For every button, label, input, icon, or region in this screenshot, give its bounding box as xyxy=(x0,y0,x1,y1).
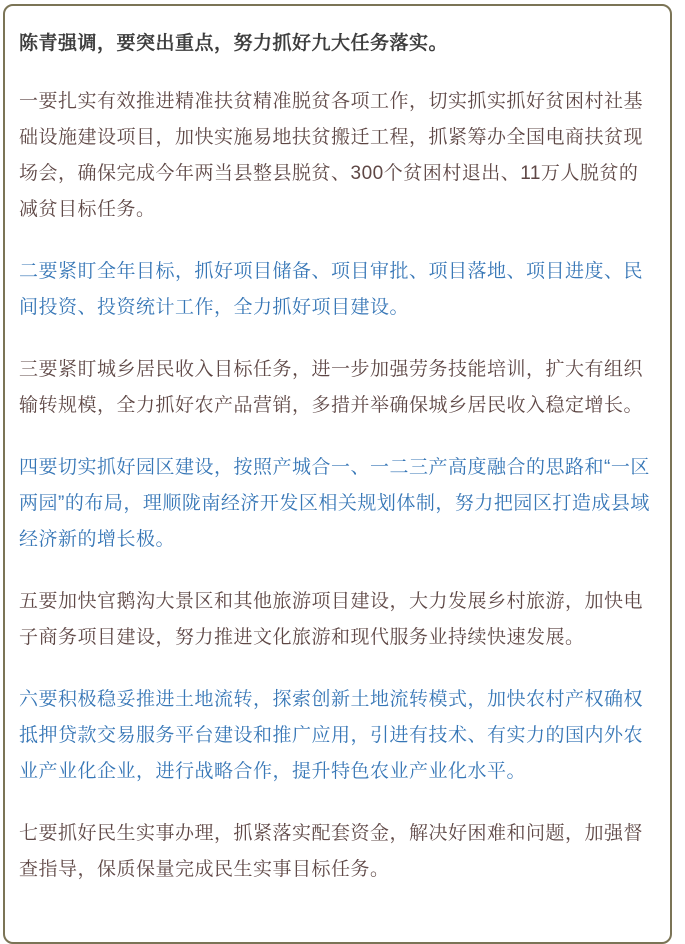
paragraph-task-2: 二要紧盯全年目标，抓好项目储备、项目审批、项目落地、项目进度、民间投资、投资统计工作，全力抓好项目建设。 xyxy=(19,261,644,318)
paragraph-task-7: 七要抓好民生实事办理，抓紧落实配套资金，解决好困难和问题，加强督查指导，保质保量完成民生实事目标任务。 xyxy=(19,823,644,880)
article-heading: 陈青强调，要突出重点，努力抓好九大任务落实。 xyxy=(19,33,449,54)
paragraph-task-6: 六要积极稳妥推进土地流转，探索创新土地流转模式，加快农村产权确权抵押贷款交易服务平台建设和推广应用，引进有技术、有实力的国内外农业产业化企业，进行战略合作，提升特色农业产业化水平。 xyxy=(19,689,644,782)
article-card xyxy=(3,4,672,944)
paragraph-task-1: 一要扎实有效推进精准扶贫精准脱贫各项工作，切实抓实抓好贫困村社基础设施建设项目，加快实施易地扶贫搬迁工程，抓紧筹办全国电商扶贫现场会，确保完成今年两当县整县脱贫、300个贫困村退出、11万人脱贫的减贫目标任务。 xyxy=(19,91,644,220)
paragraph-task-5: 五要加快官鹅沟大景区和其他旅游项目建设，大力发展乡村旅游，加快电子商务项目建设，努力推进文化旅游和现代服务业持续快速发展。 xyxy=(19,591,644,648)
paragraph-task-4: 四要切实抓好园区建设，按照产城合一、一二三产高度融合的思路和“一区两园”的布局，理顺陇南经济开发区相关规划体制，努力把园区打造成县域经济新的增长极。 xyxy=(19,457,650,550)
article-content xyxy=(5,6,670,928)
paragraph-task-3: 三要紧盯城乡居民收入目标任务，进一步加强劳务技能培训，扩大有组织输转规模，全力抓好农产品营销，多措并举确保城乡居民收入稳定增长。 xyxy=(19,359,644,416)
